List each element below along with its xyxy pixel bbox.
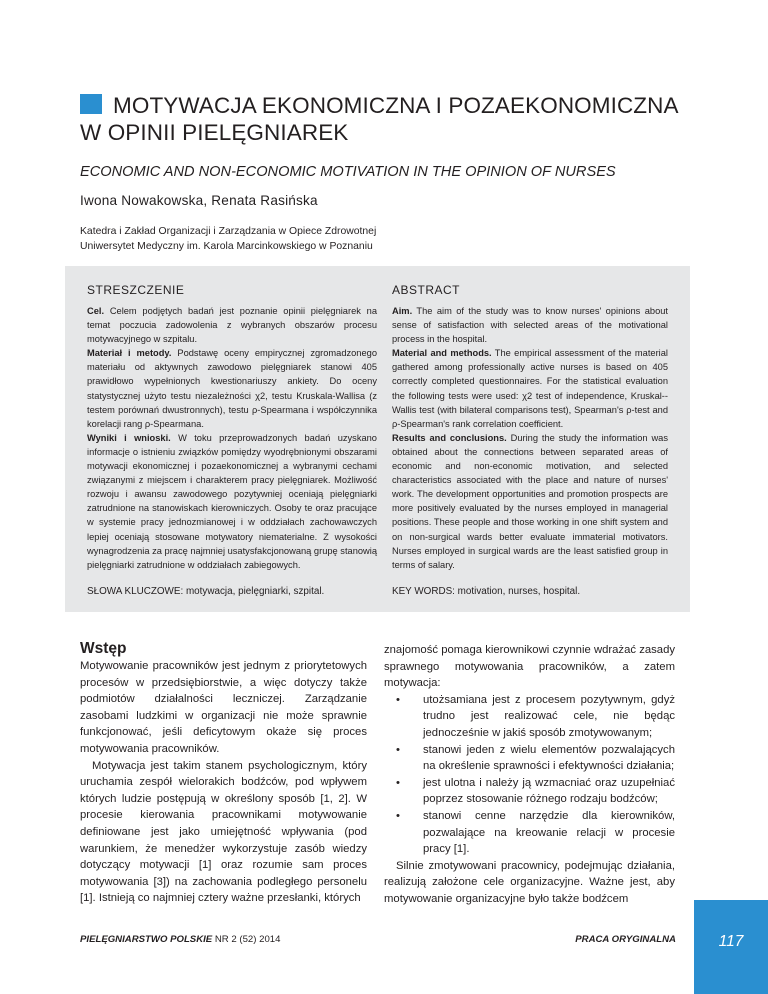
cel-text: Celem podjętych badań jest poznanie opinii pielęgniarek na temat poczucia zadowolenia z wybranych obszarów procesu motywacyjnego w szpitalu. <box>87 306 377 345</box>
paragraph: znajomość pomaga kierownikowi czynnie wdrażać zasady sprawnego motywowania pracowników, a zatem motywacja: <box>384 644 675 690</box>
english-title: ECONOMIC AND NON-ECONOMIC MOTIVATION IN THE OPINION OF NURSES <box>80 164 616 180</box>
section-heading: Wstęp <box>80 640 127 657</box>
bullet-item <box>384 775 675 808</box>
title-line-1 <box>80 92 680 119</box>
abstract-box <box>65 266 690 612</box>
bullet-text: utożsamiana jest z procesem pozytywnym, gdyż trudno jest realizować cele, nie będąc jednocześnie w jakiś sposób zmotywowanym; <box>423 693 675 739</box>
paragraph: Motywowanie pracowników jest jednym z priorytetowych procesów w przedsiębiorstwie, a więc dotyczy także podmiotów działalności leczniczej. Zarządzanie zasobami ludzkimi w organizacji nie może sprawnie funkcjonować, jeśli deficytowym okaże się proces motywowania pracowników. <box>80 660 367 755</box>
bullet-dot: • <box>396 776 400 789</box>
methods-label: Material and methods. <box>392 348 492 359</box>
bullet-dot: • <box>396 809 400 822</box>
bullet-dot: • <box>396 743 400 756</box>
results-label: Results and conclusions. <box>392 432 507 443</box>
article-type: PRACA ORYGINALNA <box>575 934 676 945</box>
bullet-text: stanowi cenne narzędzie dla kierowników, pozwalające na kreowanie relacji w procesie pracy [1]. <box>423 809 675 856</box>
streszczenie-text <box>87 304 377 572</box>
bullet-text: stanowi jeden z wielu elementów pozwalających na określenie sprawności i efektywności działania; <box>423 743 675 773</box>
journal-footer <box>80 934 280 945</box>
methods-text: The empirical assessment of the material gathered among professionally active nurses is based on 405 correctly completed questionnaires. For the statistical evaluation the following tests were used: χ2 test of independence, Kruskal--Wallis test (with bilateral comparisons test), Spearman's ρ-test and ρ-Spearman's rank correlation coefficient. <box>392 348 668 429</box>
title-marker-square <box>80 94 102 114</box>
affiliation <box>80 224 376 254</box>
streszczenie-keywords: SŁOWA KLUCZOWE: motywacja, pielęgniarki, szpital. <box>87 586 325 597</box>
cel-label: Cel. <box>87 306 105 316</box>
material-text: Podstawę oceny empirycznej zgromadzonego materiału od aktywnych zawodowo pielęgniarek stanowi 405 prawidłowo wypełnionych kwestionariuszy ankiety. Do oceny statystycznej użyto testu niezależności χ2, testu Kruskala-Wallisa (z testem porównań dwustronnych), testu ρ-Spearmana i współczynnika korelacji rang ρ-Spearmana. <box>87 348 377 429</box>
title-line-2: W OPINII PIELĘGNIAREK <box>80 120 349 145</box>
affiliation-line-1: Katedra i Zakład Organizacji i Zarządzania w Opiece Zdrowotnej <box>80 226 377 237</box>
journal-issue: NR 2 (52) 2014 <box>212 934 281 945</box>
article-title <box>80 92 680 146</box>
abstract-heading: ABSTRACT <box>392 283 461 297</box>
page-number-box <box>694 900 768 994</box>
streszczenie-heading: STRESZCZENIE <box>87 283 185 297</box>
wyniki-label: Wyniki i wnioski. <box>87 432 171 443</box>
bullet-item <box>384 692 675 742</box>
page-number: 117 <box>718 933 744 950</box>
paragraph: Motywacja jest takim stanem psychologicznym, który uruchamia zespół wielorakich bodźców, pod wpływem których ludzie postępują w określony sposób [1, 2]. W procesie kierowania pracownikami motywowanie definiowane jest jako umiejętność wpływania (pod warunkiem, że menedżer wykorzystuje zasób wiedzy dotyczący motywacji [1] oraz rozumie sam proces motywowania [3]) na zachowania podległego personelu [1]. Istnieją co najmniej cztery ważne przesłanki, których <box>80 759 367 905</box>
paragraph: Silnie zmotywowani pracownicy, podejmując działania, realizują założone cele organizacyjne. Ważne jest, aby motywowanie organizacyjne było także bodźcem <box>384 859 675 905</box>
aim-text: The aim of the study was to know nurses' opinions about sense of satisfaction with selected areas of the motivational process in the hospital. <box>392 306 668 345</box>
authors: Iwona Nowakowska, Renata Rasińska <box>80 193 318 208</box>
body-column-right <box>384 642 675 908</box>
journal-name: PIELĘGNIARSTWO POLSKIE <box>80 934 213 945</box>
affiliation-line-2: Uniwersytet Medyczny im. Karola Marcinkowskiego w Poznaniu <box>80 241 373 252</box>
bullet-item <box>384 742 675 775</box>
results-text: During the study the information was obtained about the connections between separated areas of economic and non-economic motivation, and selected characteristics associated with the place and nature of nurses' work. The development opportunities and promotion prospects are more positively evaluated by the nurses employed in managerial positions. These people and those working in one shift system and on non-surgical wards better evaluate immaterial motivators. Nurses employed in surgical wards are the least satisfied group in terms of salary. <box>392 432 668 570</box>
material-label: Materiał i metody. <box>87 348 172 359</box>
bullet-dot: • <box>396 693 400 706</box>
aim-label: Aim. <box>392 306 413 316</box>
abstract-keywords: KEY WORDS: motivation, nurses, hospital. <box>392 586 581 597</box>
title-text-1: MOTYWACJA EKONOMICZNA I POZAEKONOMICZNA <box>113 93 679 118</box>
wyniki-text: W toku przeprowadzonych badań uzyskano informacje o istnieniu związków pomiędzy wyodrębnionymi obszarami motywacji ekonomicznej i pozaekonomicznej a wybranymi cechami związanymi z miejscem i charakterem pracy pielęgniarek. Możliwość rozwoju i awansu zawodowego pozytywniej oceniają pielęgniarki zatrudnione na stanowiskach kierowniczych. Osoby te oraz pracujące w systemie pracy jednozmianowej i w oddziałach zachowawczych lepiej oceniają stosowane motywatory niematerialne. Z wysokości wynagrodzenia za pracę najmniej usatysfakcjonowaną grupę stanowią pielęgniarki zatrudnione w oddziałach zabiegowych. <box>87 432 377 570</box>
bullet-text: jest ulotna i należy ją wzmacniać oraz uzupełniać poprzez stosowanie różnego rodzaju bodźców; <box>423 776 675 806</box>
bullet-item <box>384 808 675 858</box>
body-column-left <box>80 658 367 907</box>
abstract-text <box>392 304 668 572</box>
